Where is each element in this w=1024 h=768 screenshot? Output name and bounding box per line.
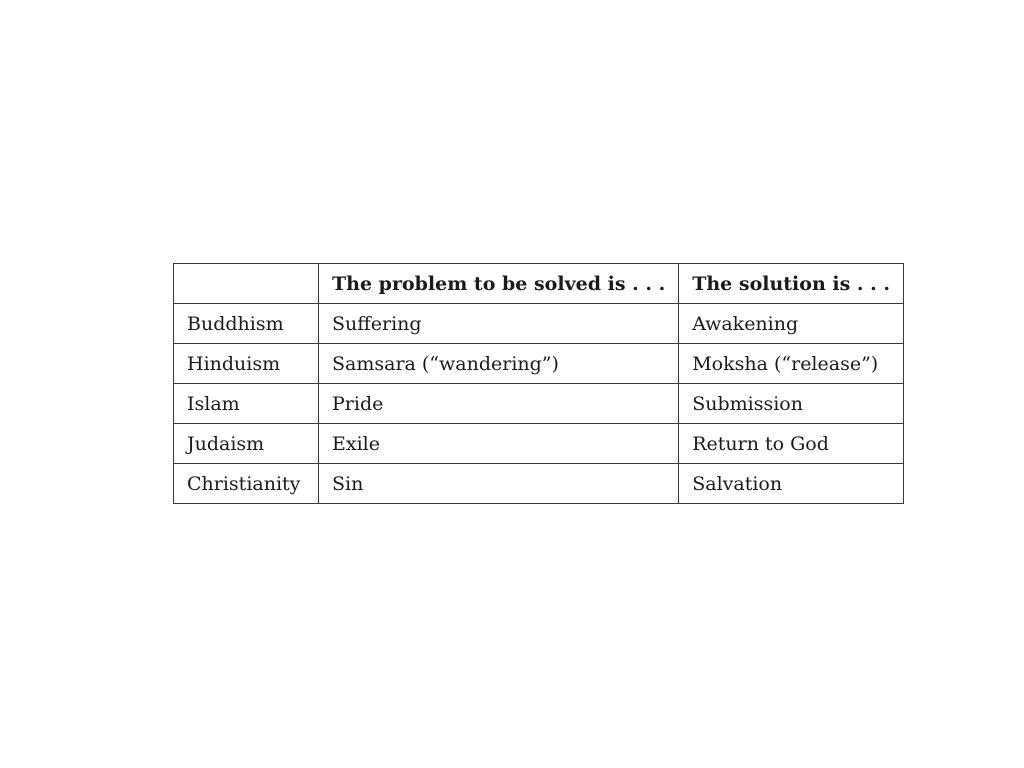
solution-cell: Awakening [679,304,904,344]
religion-cell: Buddhism [174,304,319,344]
religions-comparison-table [173,263,904,504]
table-row [174,424,904,464]
comparison-table-container [173,263,904,504]
problem-cell: Exile [319,424,679,464]
header-problem-cell: The problem to be solved is . . . [319,264,679,304]
header-solution-cell: The solution is . . . [679,264,904,304]
problem-cell: Pride [319,384,679,424]
header-religion-cell [174,264,319,304]
problem-cell: Suffering [319,304,679,344]
problem-cell: Samsara (“wandering”) [319,344,679,384]
table-row [174,384,904,424]
table-header-row [174,264,904,304]
solution-cell: Salvation [679,464,904,504]
solution-cell: Submission [679,384,904,424]
table-row [174,464,904,504]
religion-cell: Judaism [174,424,319,464]
religion-cell: Christianity [174,464,319,504]
table-row [174,304,904,344]
table-row [174,344,904,384]
religion-cell: Islam [174,384,319,424]
solution-cell: Moksha (“release”) [679,344,904,384]
problem-cell: Sin [319,464,679,504]
religion-cell: Hinduism [174,344,319,384]
solution-cell: Return to God [679,424,904,464]
